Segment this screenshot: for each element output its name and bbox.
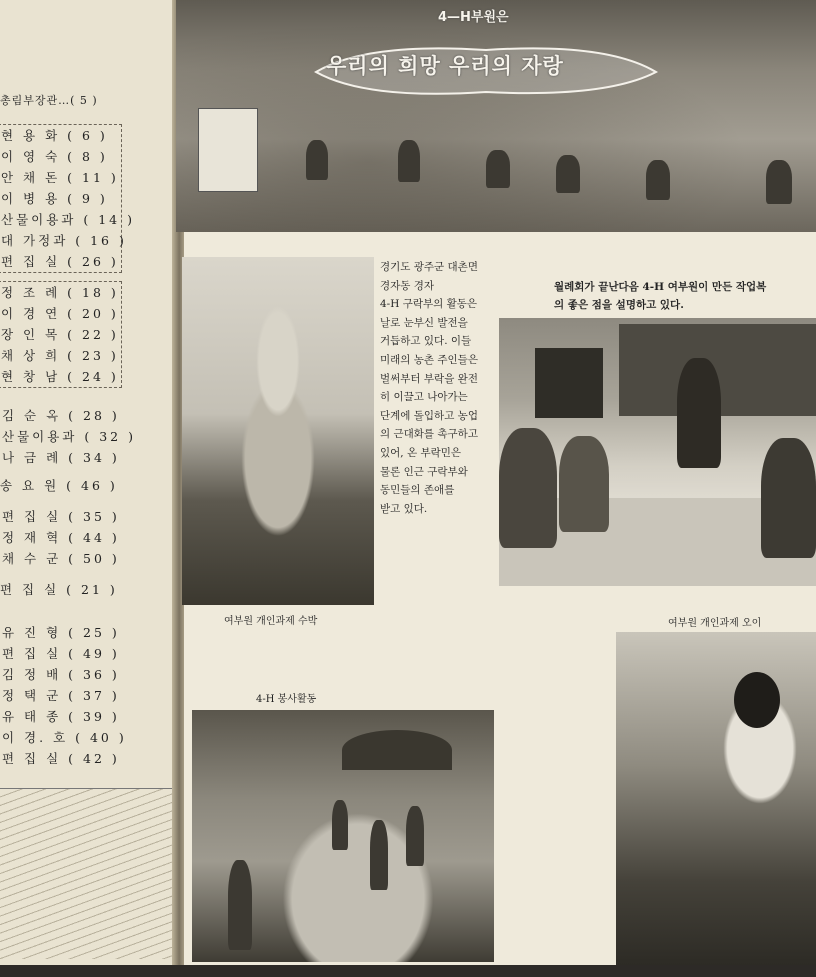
toc-item[interactable]: 정 조 례 ( 18 ) [1,285,119,300]
toc-item[interactable]: 김 순 옥 ( 28 ) [2,408,120,423]
person-figure [228,860,252,950]
banner-kicker: 4—H부원은 [438,10,509,25]
watermelon-photo [182,257,374,605]
toc-item[interactable]: 이 병 용 ( 9 ) [1,191,108,206]
toc-item[interactable]: 김 정 배 ( 36 ) [2,667,120,682]
article-line: 미래의 농촌 주인들은 [380,353,478,366]
article-line: 경기도 광주군 대촌면 [380,261,478,273]
toc-group [0,124,135,273]
toc-item[interactable]: 유 태 종 ( 39 ) [2,709,120,724]
toc-item[interactable]: 편 집 실 ( 42 ) [2,751,120,766]
toc-item[interactable]: 현 용 화 ( 6 ) [1,128,108,143]
article-line: 물론 인근 구락부와 [380,465,468,478]
toc-item[interactable]: 정 재 혁 ( 44 ) [2,530,120,545]
sign-board [198,108,258,192]
toc-item[interactable]: 유 진 형 ( 25 ) [2,625,120,640]
toc-item[interactable]: 현 창 남 ( 24 ) [1,369,119,384]
article-line: 동민들의 존애를 [380,484,455,497]
cucumber-caption: 여부원 개인과제 오이 [668,618,762,629]
service-photo [192,710,494,962]
window [535,348,603,418]
sketch-illustration [0,788,172,959]
toc-item[interactable]: 이 영 숙 ( 8 ) [1,149,108,164]
toc-item[interactable]: 나 금 례 ( 34 ) [2,450,120,465]
person-figure [398,140,420,182]
article-line: 의 근대화를 촉구하고 [380,428,478,441]
student-figure [761,438,816,558]
service-caption: 4-H 봉사활동 [256,694,317,705]
left-page [0,0,172,965]
toc-group [0,405,136,468]
toc-item[interactable]: 채 상 희 ( 23 ) [1,348,119,363]
article-line: 단계에 돌입하고 농업 [380,409,478,422]
toc-item[interactable]: 편 집 실 ( 49 ) [2,646,120,661]
article-text [380,258,478,518]
toc-item[interactable]: 송 요 원 ( 46 ) [0,478,118,493]
toc-item[interactable]: 산물이용과 ( 32 ) [2,429,136,444]
student-figure [499,428,557,548]
right-page [184,0,816,965]
article-line: 경자동 경자 [380,279,435,292]
toc-item[interactable]: 채 수 군 ( 50 ) [2,551,120,566]
article-line: 거듭하고 있다. 이들 [380,335,472,348]
article-line: 히 이끌고 나아가는 [380,391,468,404]
toc-item[interactable]: 편 집 실 ( 21 ) [0,582,118,597]
watermelon-caption: 여부원 개인과제 수박 [224,616,318,627]
toc-item[interactable]: 편 집 실 ( 26 ) [1,254,119,269]
classroom-photo [499,318,816,586]
teacher-figure [677,358,721,468]
cucumber-photo [616,632,816,965]
article-line: 받고 있다. [380,502,428,515]
person-figure [306,140,328,180]
person-figure [486,150,510,188]
person-figure [556,155,580,193]
bottom-edge [0,965,816,977]
hair [734,672,780,728]
article-line: 있어, 온 부락민은 [380,446,462,459]
field-photo [176,0,816,232]
toc-group [0,506,120,569]
person-figure [370,820,388,890]
article-line: 벌써부터 부락을 완전 [380,372,478,385]
toc-group [0,281,122,388]
roof [342,730,452,770]
toc-item[interactable]: 이 경 연 ( 20 ) [1,306,119,321]
toc-group [0,622,127,769]
article-line: 날로 눈부신 발전을 [380,316,468,329]
article-line: 4-H 구락부의 활동은 [380,298,478,311]
banner-title: 우리의 희망 우리의 자랑 [326,54,564,78]
toc-item[interactable]: 편 집 실 ( 35 ) [2,509,120,524]
toc-item[interactable]: 안 채 돈 ( 11 ) [1,170,119,185]
toc-item[interactable]: 장 인 목 ( 22 ) [1,327,119,342]
toc-item[interactable]: 대 가정과 ( 16 ) [1,233,127,248]
person-figure [646,160,670,200]
toc-item[interactable]: 산물이용과 ( 14 ) [1,212,135,227]
caption-line: 월례회가 끝난다음 4-H 여부원이 만든 작업복 [554,281,767,293]
toc-item[interactable]: 이 경. 호 ( 40 ) [2,730,127,745]
toc-item[interactable]: 정 택 군 ( 37 ) [2,688,120,703]
student-figure [559,436,609,532]
caption-line: 의 좋은 점을 설명하고 있다. [554,299,684,311]
meeting-caption [554,278,766,314]
person-figure [332,800,348,850]
person-figure [406,806,424,866]
toc-item: 총림부장관…( 5 ) [0,94,98,107]
person-figure [766,160,792,204]
